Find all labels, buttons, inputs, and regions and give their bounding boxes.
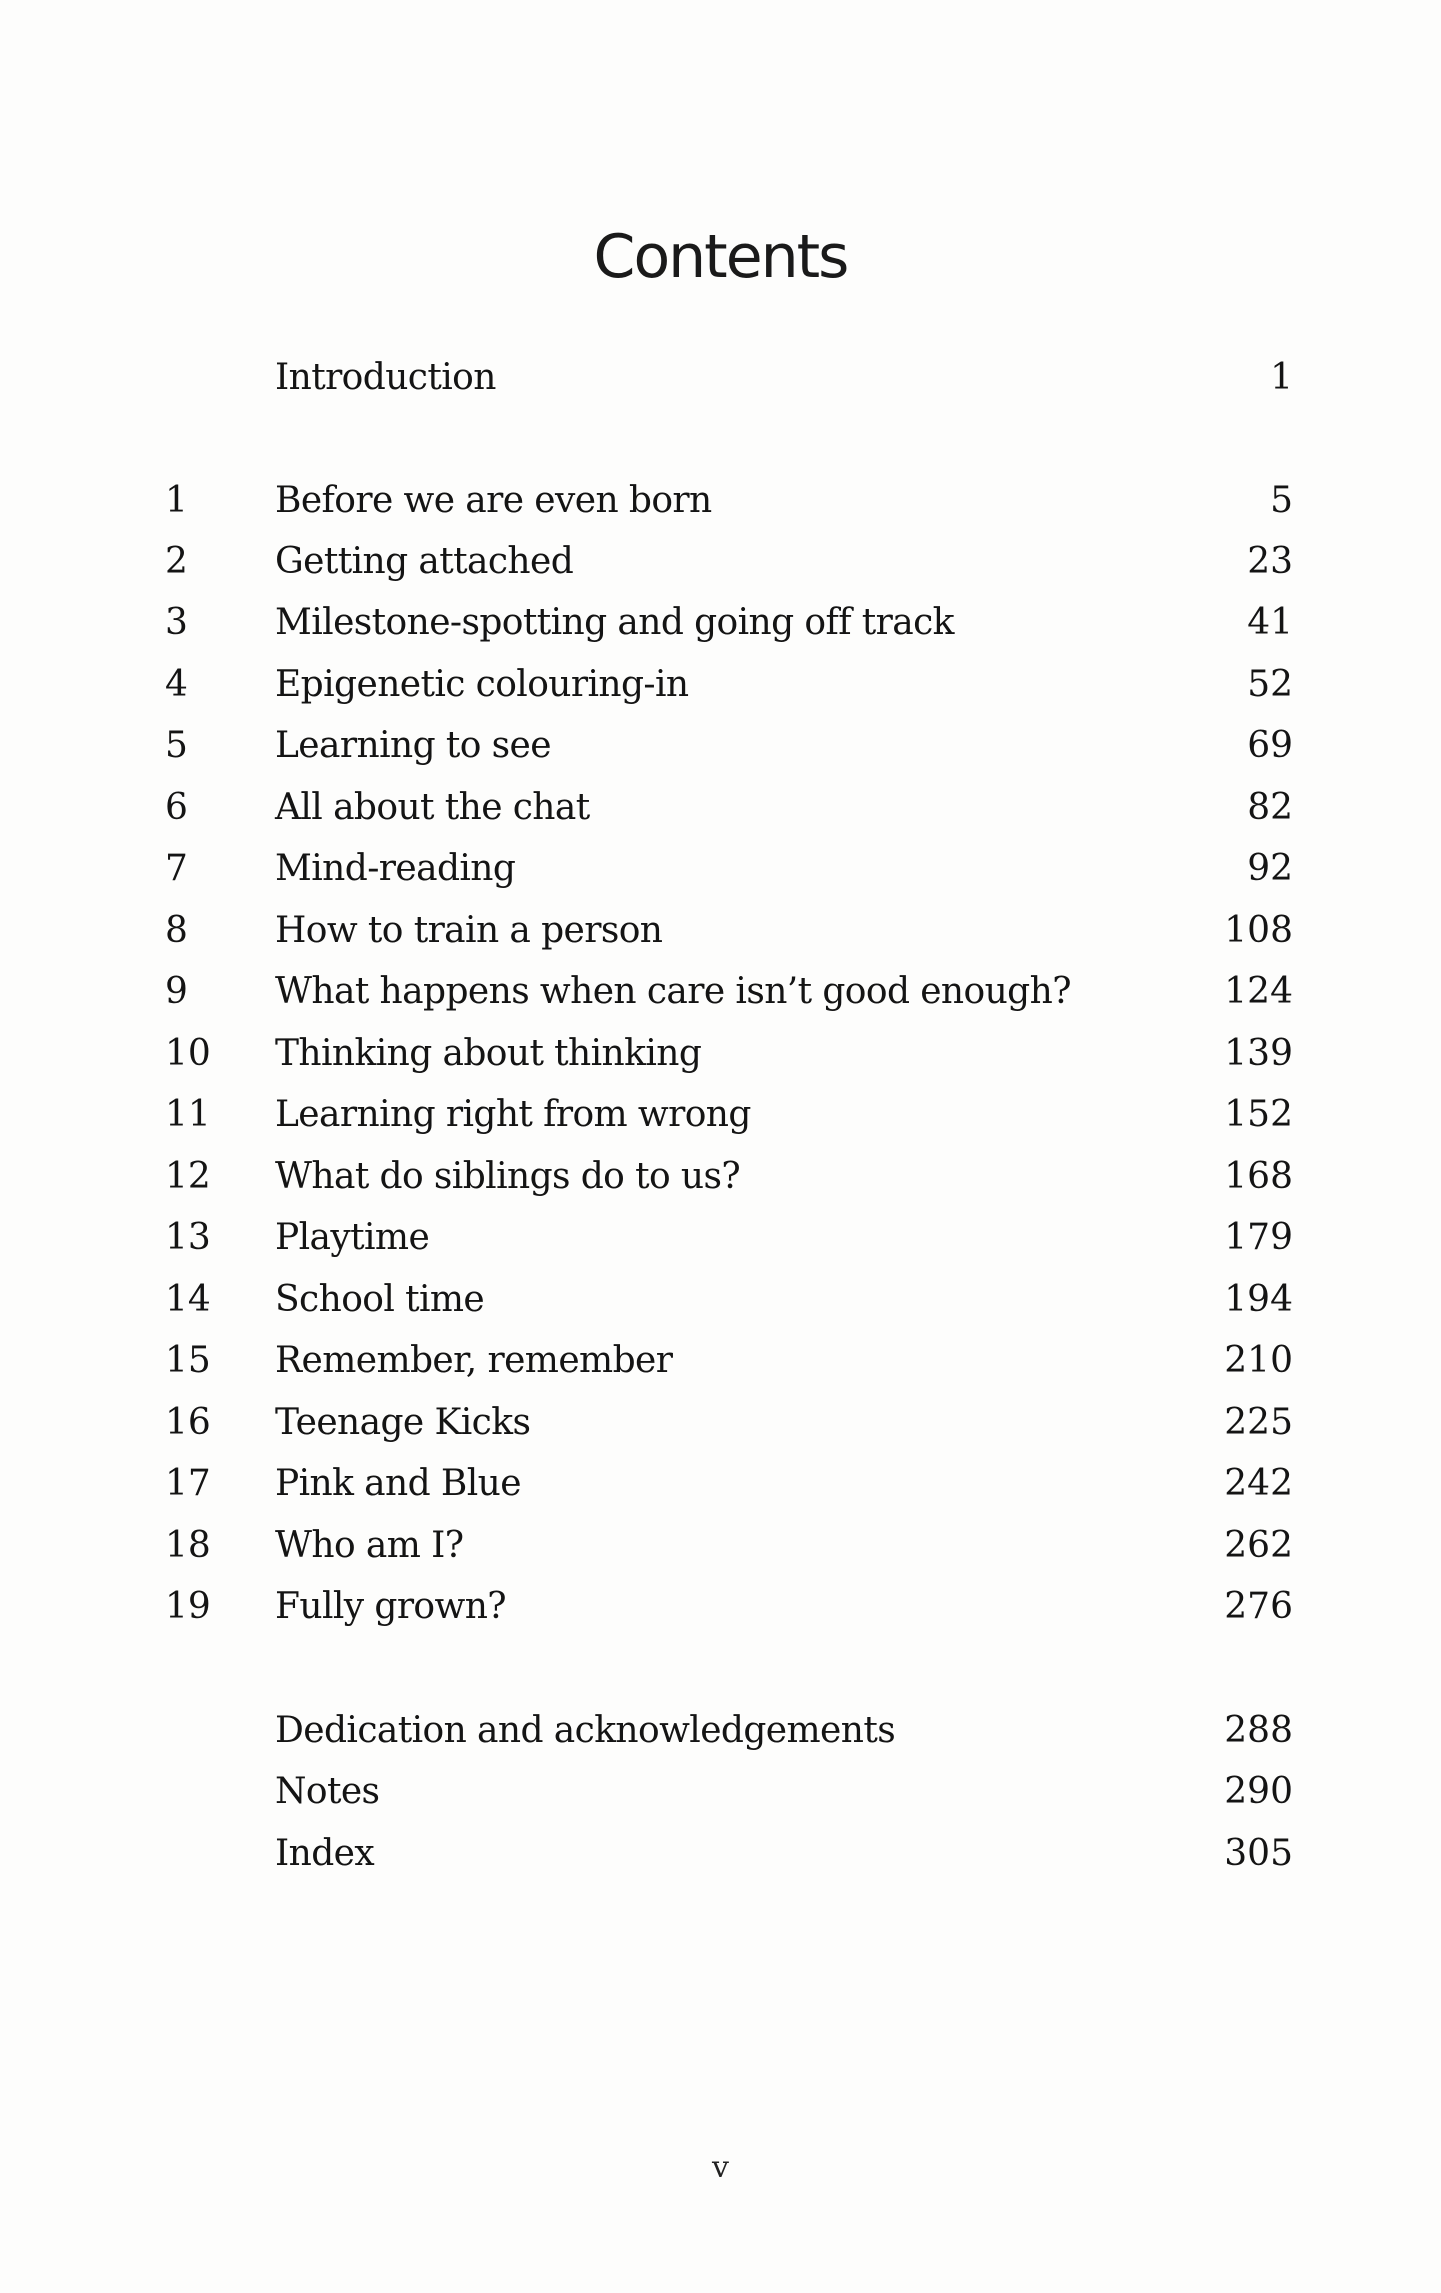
chapter-page: 52: [1247, 664, 1293, 705]
toc-entry-page: 305: [1224, 1833, 1293, 1874]
chapter-page: 276: [1224, 1586, 1293, 1627]
toc-chapter-row[interactable]: [0, 1453, 1441, 1514]
chapter-title: Epigenetic colouring-in: [275, 664, 689, 705]
toc-chapter-row[interactable]: [0, 1146, 1441, 1207]
chapter-page: 5: [1270, 480, 1293, 521]
toc-chapter-row[interactable]: [0, 1269, 1441, 1330]
toc-chapter-row[interactable]: [0, 1515, 1441, 1576]
chapter-title: What happens when care isn’t good enough?: [275, 971, 1071, 1012]
chapter-title: Learning to see: [275, 725, 551, 766]
toc-chapter-row[interactable]: [0, 1084, 1441, 1145]
chapter-page: 139: [1224, 1033, 1293, 1074]
chapter-number: 15: [165, 1340, 211, 1381]
chapter-page: 210: [1224, 1340, 1293, 1381]
chapter-title: Who am I?: [275, 1525, 464, 1566]
toc-chapter-row[interactable]: [0, 1392, 1441, 1453]
toc-chapter-row[interactable]: [0, 531, 1441, 592]
chapter-number: 16: [165, 1402, 211, 1443]
chapter-page: 179: [1224, 1217, 1293, 1258]
chapter-page: 168: [1224, 1156, 1293, 1197]
chapter-title: Getting attached: [275, 541, 574, 582]
chapter-title: What do siblings do to us?: [275, 1156, 741, 1197]
chapter-number: 1: [165, 480, 188, 521]
chapter-page: 69: [1247, 725, 1293, 766]
chapter-number: 6: [165, 787, 188, 828]
chapter-page: 108: [1224, 910, 1293, 951]
chapter-title: Fully grown?: [275, 1586, 507, 1627]
chapter-number: 9: [165, 971, 188, 1012]
chapter-number: 2: [165, 541, 188, 582]
chapter-title: School time: [275, 1279, 485, 1320]
chapter-title: Before we are even born: [275, 480, 712, 521]
chapter-page: 92: [1247, 848, 1293, 889]
chapter-number: 13: [165, 1217, 211, 1258]
toc-entry-index[interactable]: [0, 1823, 1441, 1884]
page-folio: v: [712, 2150, 729, 2185]
chapter-title: Remember, remember: [275, 1340, 673, 1381]
toc-chapter-row[interactable]: [0, 961, 1441, 1022]
chapter-number: 14: [165, 1279, 211, 1320]
chapter-number: 12: [165, 1156, 211, 1197]
chapter-page: 262: [1224, 1525, 1293, 1566]
toc-chapter-row[interactable]: [0, 470, 1441, 531]
toc-entry-page: 290: [1224, 1771, 1293, 1812]
chapter-number: 11: [165, 1094, 211, 1135]
toc-chapter-row[interactable]: [0, 838, 1441, 899]
toc-entry-label: Index: [275, 1833, 375, 1874]
toc-entry-label: Introduction: [275, 357, 496, 398]
chapter-page: 242: [1224, 1463, 1293, 1504]
chapter-number: 19: [165, 1586, 211, 1627]
toc-chapter-row[interactable]: [0, 715, 1441, 776]
chapter-number: 18: [165, 1525, 211, 1566]
toc-chapter-row[interactable]: [0, 592, 1441, 653]
chapter-page: 82: [1247, 787, 1293, 828]
toc-entry-dedication[interactable]: [0, 1700, 1441, 1761]
toc-chapter-row[interactable]: [0, 900, 1441, 961]
toc-chapter-row[interactable]: [0, 777, 1441, 838]
chapter-page: 41: [1247, 602, 1293, 643]
chapter-title: Milestone-spotting and going off track: [275, 602, 954, 643]
toc-chapter-row[interactable]: [0, 1023, 1441, 1084]
chapter-title: All about the chat: [275, 787, 590, 828]
chapter-title: How to train a person: [275, 910, 663, 951]
chapter-number: 8: [165, 910, 188, 951]
page-title: Contents: [593, 222, 848, 292]
chapter-title: Teenage Kicks: [275, 1402, 531, 1443]
toc-chapter-row[interactable]: [0, 1330, 1441, 1391]
chapter-title: Learning right from wrong: [275, 1094, 751, 1135]
chapter-title: Thinking about thinking: [275, 1033, 702, 1074]
chapter-page: 194: [1224, 1279, 1293, 1320]
chapter-number: 10: [165, 1033, 211, 1074]
toc-chapter-row[interactable]: [0, 654, 1441, 715]
chapter-number: 3: [165, 602, 188, 643]
toc-entry-notes[interactable]: [0, 1761, 1441, 1822]
chapter-number: 17: [165, 1463, 211, 1504]
chapter-title: Playtime: [275, 1217, 430, 1258]
chapter-page: 124: [1224, 971, 1293, 1012]
chapter-number: 7: [165, 848, 188, 889]
chapter-title: Pink and Blue: [275, 1463, 521, 1504]
chapter-page: 225: [1224, 1402, 1293, 1443]
chapter-number: 4: [165, 664, 188, 705]
toc-entry-label: Dedication and acknowledgements: [275, 1710, 896, 1751]
chapter-page: 23: [1247, 541, 1293, 582]
chapter-number: 5: [165, 725, 188, 766]
chapter-page: 152: [1224, 1094, 1293, 1135]
toc-chapter-row[interactable]: [0, 1576, 1441, 1637]
toc-entry-label: Notes: [275, 1771, 380, 1812]
toc-entry-page: 1: [1270, 357, 1293, 398]
toc-chapter-row[interactable]: [0, 1207, 1441, 1268]
toc-entry-page: 288: [1224, 1710, 1293, 1751]
chapter-title: Mind-reading: [275, 848, 516, 889]
toc-entry-introduction[interactable]: [0, 347, 1441, 408]
